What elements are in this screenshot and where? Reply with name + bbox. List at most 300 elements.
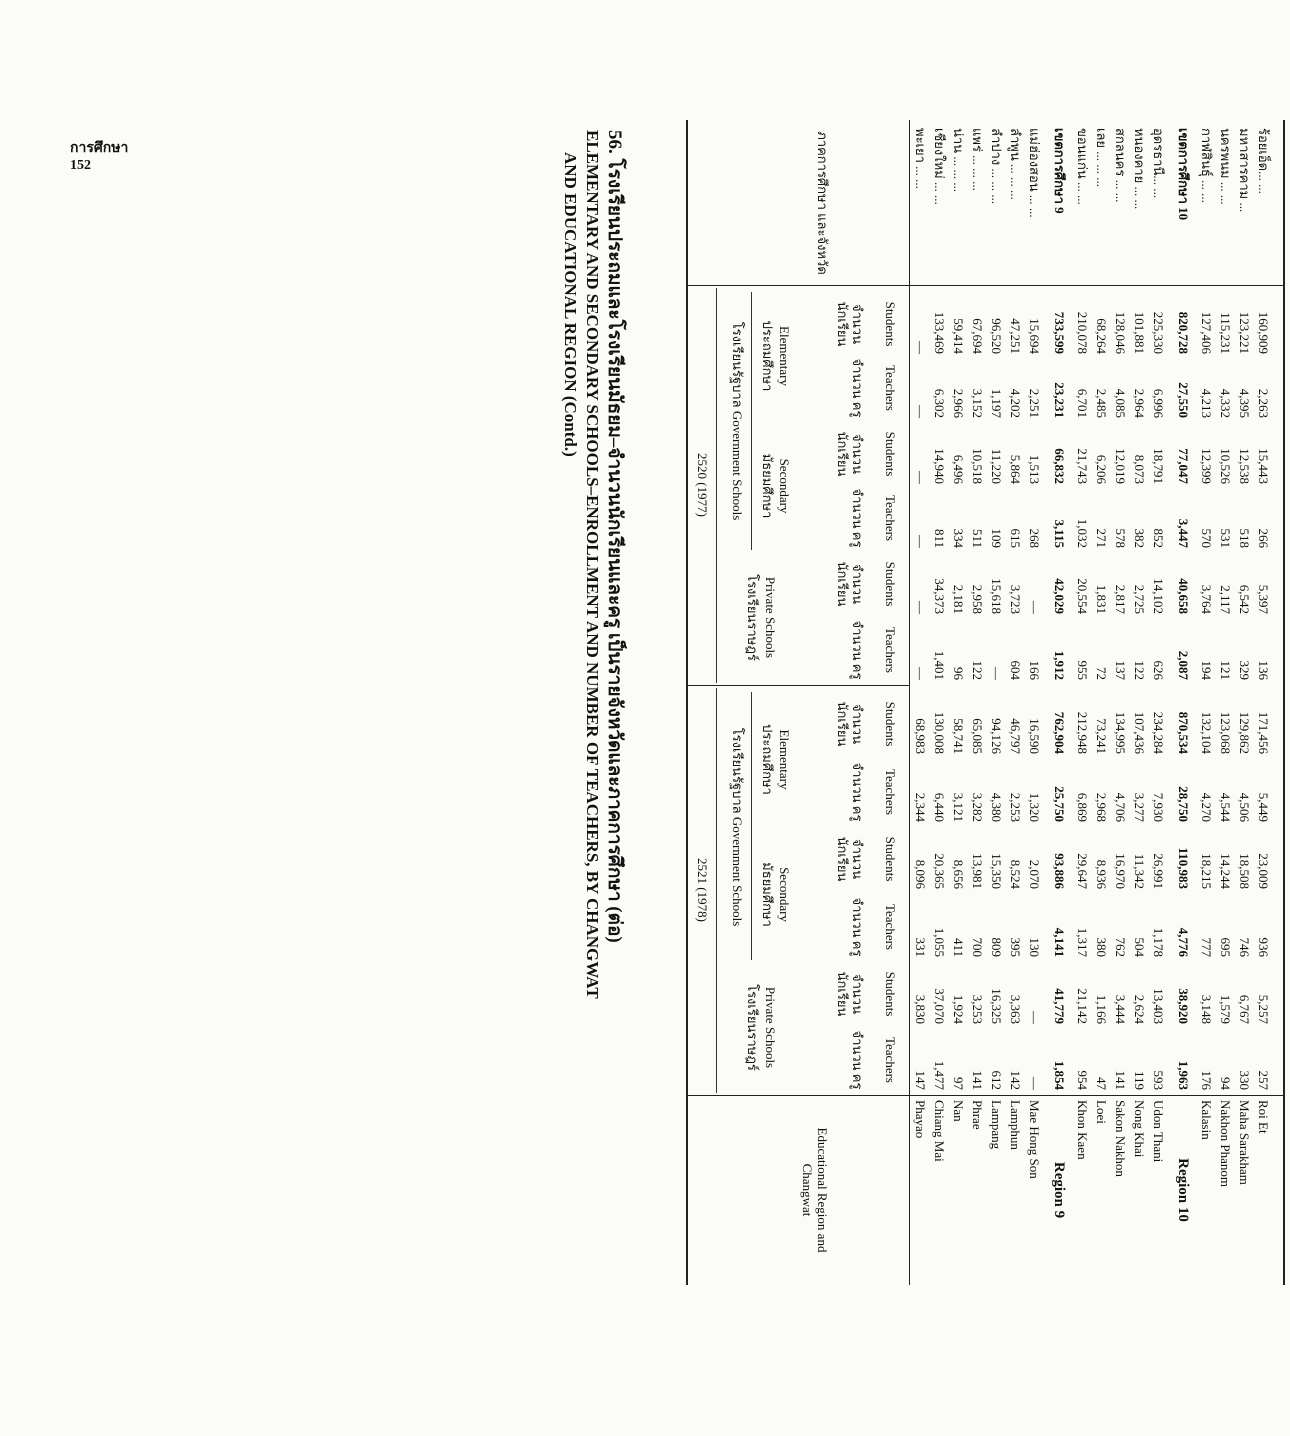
- teachers-value: 4,380: [989, 792, 1004, 822]
- teachers-value: 1,197: [989, 388, 1004, 418]
- students-thai-header: จำนวน นักเรียน: [835, 836, 865, 882]
- teachers-value: 3,121: [951, 792, 966, 822]
- teachers-value: 4,506: [1237, 792, 1252, 822]
- teachers-value: 395: [1008, 937, 1023, 957]
- year-1977-header: 2520 (1977): [695, 453, 710, 517]
- students-value: 762,904: [1052, 711, 1067, 754]
- teachers-value: 136: [1256, 660, 1271, 680]
- students-value: 2,725: [1132, 584, 1147, 614]
- teachers-value: 266: [1256, 528, 1271, 548]
- teachers-value: 578: [1113, 528, 1128, 548]
- students-value: 8,073: [1132, 454, 1147, 484]
- teachers-value: 3,277: [1132, 792, 1147, 822]
- teachers-value: 142: [1008, 1070, 1023, 1090]
- changwat-thai: เขตการศึกษา 9: [1052, 128, 1067, 214]
- teachers-value: 380: [1094, 937, 1109, 957]
- teachers-value: 194: [1199, 660, 1214, 680]
- teachers-value: —: [1027, 1077, 1042, 1090]
- students-value: 34,373: [932, 578, 947, 614]
- teachers-eng-header: Teachers: [883, 903, 898, 950]
- students-value: 1,579: [1218, 994, 1233, 1024]
- students-value: —: [1027, 1011, 1042, 1024]
- students-value: 12,538: [1237, 448, 1252, 484]
- students-value: 15,618: [989, 578, 1004, 614]
- students-value: 47,251: [1008, 318, 1023, 354]
- teachers-value: 1,317: [1075, 927, 1090, 957]
- divider-year: [688, 685, 910, 686]
- teachers-value: 695: [1218, 937, 1233, 957]
- changwat-thai: น่าน ... ... ...: [951, 128, 966, 193]
- teachers-value: 955: [1075, 660, 1090, 680]
- teachers-value: 1,477: [932, 1060, 947, 1090]
- teachers-value: 330: [1237, 1070, 1252, 1090]
- students-value: 870,534: [1176, 711, 1191, 754]
- teachers-eng-header: Teachers: [883, 626, 898, 673]
- students-value: 3,830: [913, 994, 928, 1024]
- rotated-table-page: [550, 120, 1290, 1290]
- teachers-value: 762: [1113, 937, 1128, 957]
- students-value: 3,764: [1199, 584, 1214, 614]
- teachers-value: 3,282: [970, 792, 985, 822]
- students-value: 6,542: [1237, 584, 1252, 614]
- students-value: 38,920: [1176, 988, 1191, 1024]
- teachers-thai-header: จำนวน ครู: [850, 358, 865, 418]
- changwat-eng: Nakhon Phanom: [1218, 1100, 1233, 1188]
- students-value: 101,881: [1132, 311, 1147, 354]
- students-value: 13,981: [970, 853, 985, 889]
- teachers-eng-header: Teachers: [883, 1036, 898, 1083]
- changwat-thai: นครพนม ... ...: [1218, 128, 1233, 205]
- students-eng-header: Students: [883, 971, 898, 1017]
- changwat-thai: สกลนคร ... ...: [1113, 128, 1128, 203]
- region-thai-header: ภาคการศึกษา และจังหวัด: [815, 131, 830, 275]
- teachers-value: 626: [1151, 660, 1166, 680]
- changwat-thai: เขตการศึกษา 10: [1176, 128, 1191, 221]
- teachers-value: 936: [1256, 937, 1271, 957]
- students-value: 110,983: [1176, 847, 1191, 889]
- teachers-value: 700: [970, 937, 985, 957]
- students-value: 46,797: [1008, 718, 1023, 754]
- year1-underline: [716, 288, 717, 683]
- students-value: 18,791: [1151, 448, 1166, 484]
- students-value: 40,658: [1176, 578, 1191, 614]
- students-value: 2,181: [951, 584, 966, 614]
- teachers-value: 2,263: [1256, 388, 1271, 418]
- teachers-value: 615: [1008, 528, 1023, 548]
- teachers-value: 2,968: [1094, 792, 1109, 822]
- private-thai-1977: โรงเรียนราษฎร์: [745, 574, 760, 661]
- teachers-value: 2,485: [1094, 388, 1109, 418]
- changwat-thai: เชียงใหม่ ... ...: [932, 128, 947, 205]
- teachers-value: 2,087: [1176, 650, 1191, 680]
- teachers-value: 811: [932, 528, 947, 548]
- changwat-thai: ขอนแก่น ... ...: [1075, 128, 1090, 205]
- students-value: 16,970: [1113, 853, 1128, 889]
- gov-1978-header: โรงเรียนรัฐบาล Government Schools: [730, 727, 745, 927]
- elementary-thai-1978: ประถมศึกษา: [760, 724, 775, 795]
- teachers-value: 570: [1199, 528, 1214, 548]
- students-value: 6,496: [951, 454, 966, 484]
- students-value: 115,231: [1218, 312, 1233, 354]
- teachers-value: 4,202: [1008, 388, 1023, 418]
- teachers-value: 2,253: [1008, 792, 1023, 822]
- teachers-value: 1,178: [1151, 927, 1166, 957]
- changwat-thai: อุดรธานี... ...: [1151, 128, 1166, 199]
- students-eng-header: Students: [883, 301, 898, 347]
- students-value: 15,443: [1256, 448, 1271, 484]
- students-value: 2,070: [1027, 859, 1042, 889]
- teachers-thai-header: จำนวน ครู: [850, 488, 865, 548]
- teachers-value: —: [913, 535, 928, 548]
- students-eng-header: Students: [883, 431, 898, 477]
- teachers-value: 334: [951, 528, 966, 548]
- changwat-thai: ร้อยเอ็ด... ...: [1256, 128, 1271, 194]
- teachers-value: 6,996: [1151, 388, 1166, 418]
- divider-region-eng: [688, 1095, 1285, 1096]
- students-value: 29,647: [1075, 853, 1090, 889]
- students-value: 160,909: [1256, 311, 1271, 354]
- students-value: —: [1027, 601, 1042, 614]
- students-value: —: [913, 601, 928, 614]
- teachers-value: 6,701: [1075, 388, 1090, 418]
- teachers-thai-header: จำนวน ครู: [850, 897, 865, 957]
- students-eng-header: Students: [883, 836, 898, 882]
- teachers-value: 6,440: [932, 792, 947, 822]
- table-title-english-1: ELEMENTARY AND SECONDARY SCHOOLS–ENROLLMENT AND NUMBER OF TEACHERS, BY CHANGWAT: [583, 130, 602, 999]
- students-eng-header: Students: [883, 561, 898, 607]
- section-name: การศึกษา: [70, 141, 129, 156]
- students-value: 3,444: [1113, 994, 1128, 1024]
- students-value: 26,991: [1151, 853, 1166, 889]
- teachers-value: 25,750: [1052, 786, 1067, 822]
- teachers-value: 777: [1199, 937, 1214, 957]
- changwat-thai: แพร่ ... ... ...: [970, 128, 985, 191]
- page-number: 152: [70, 158, 91, 173]
- teachers-value: 176: [1199, 1070, 1214, 1090]
- students-thai-header: จำนวน นักเรียน: [835, 561, 865, 607]
- students-thai-header: จำนวน นักเรียน: [835, 431, 865, 477]
- students-value: 1,513: [1027, 454, 1042, 484]
- teachers-value: 6,302: [932, 388, 947, 418]
- students-value: 128,046: [1113, 311, 1128, 354]
- changwat-eng: Loei: [1094, 1100, 1109, 1124]
- changwat-thai: มหาสารคาม ...: [1237, 128, 1252, 213]
- students-value: 67,694: [970, 318, 985, 354]
- teachers-value: 3,447: [1176, 518, 1191, 548]
- page-header: [70, 140, 128, 174]
- teachers-value: 604: [1008, 660, 1023, 680]
- students-value: 58,741: [951, 718, 966, 754]
- students-thai-header: จำนวน นักเรียน: [835, 301, 865, 347]
- students-value: 15,350: [989, 853, 1004, 889]
- students-value: 3,148: [1199, 994, 1214, 1024]
- private-eng-1977: Private Schools: [763, 576, 778, 659]
- teachers-value: 122: [970, 660, 985, 680]
- students-thai-header: จำนวน นักเรียน: [835, 971, 865, 1017]
- students-value: 77,047: [1176, 448, 1191, 484]
- students-value: 13,403: [1151, 988, 1166, 1024]
- changwat-eng: Region 10: [1175, 1158, 1191, 1222]
- changwat-eng: Khon Kaen: [1075, 1100, 1090, 1160]
- students-value: 234,284: [1151, 711, 1166, 754]
- students-value: 21,142: [1075, 988, 1090, 1024]
- secondary-eng-1978: Secondary: [777, 867, 792, 922]
- students-value: 8,936: [1094, 859, 1109, 889]
- students-value: 6,767: [1237, 994, 1252, 1024]
- changwat-eng: Lamphun: [1008, 1100, 1023, 1150]
- students-value: 6,206: [1094, 454, 1109, 484]
- teachers-value: 852: [1151, 528, 1166, 548]
- changwat-eng: Phayao: [913, 1100, 928, 1139]
- students-value: —: [913, 471, 928, 484]
- teachers-value: 119: [1132, 1070, 1147, 1090]
- secondary-thai-1977: มัธยมศึกษา: [760, 453, 775, 519]
- students-value: 37,070: [932, 988, 947, 1024]
- changwat-eng: Kalasin: [1199, 1100, 1214, 1140]
- teachers-value: 94: [1218, 1077, 1233, 1090]
- header-bottom-rule: [909, 120, 910, 1285]
- teachers-value: 257: [1256, 1070, 1271, 1090]
- teachers-value: 97: [951, 1077, 966, 1090]
- teachers-value: 2,344: [913, 792, 928, 822]
- teachers-value: 809: [989, 937, 1004, 957]
- teachers-value: 47: [1094, 1077, 1109, 1090]
- students-value: 225,330: [1151, 311, 1166, 354]
- students-value: 94,126: [989, 718, 1004, 754]
- teachers-value: 2,966: [951, 388, 966, 418]
- changwat-eng: Maha Sarakham: [1237, 1100, 1252, 1185]
- title-thai-text: โรงเรียนประถมและโรงเรียนมัธยม–จำนวนนักเรียนและครู เป็นรายจังหวัดและภาคการศึกษา (ต่อ): [604, 158, 625, 943]
- table-title-thai: [600, 130, 630, 943]
- teachers-value: 130: [1027, 937, 1042, 957]
- teachers-value: 23,231: [1052, 382, 1067, 418]
- gov2-underline: [751, 692, 752, 960]
- students-value: 68,983: [913, 718, 928, 754]
- teachers-value: 4,332: [1218, 388, 1233, 418]
- students-value: 18,508: [1237, 853, 1252, 889]
- teachers-value: 1,854: [1052, 1060, 1067, 1090]
- students-value: 12,399: [1199, 448, 1214, 484]
- region-eng-header: Educational Region and Changwat: [800, 1127, 830, 1253]
- students-value: 16,590: [1027, 718, 1042, 754]
- students-value: —: [913, 341, 928, 354]
- changwat-eng: Phrae: [970, 1100, 985, 1130]
- teachers-value: 593: [1151, 1070, 1166, 1090]
- teachers-value: 1,963: [1176, 1060, 1191, 1090]
- teachers-value: 109: [989, 528, 1004, 548]
- year2-underline: [716, 688, 717, 1093]
- changwat-thai: แม่ฮ่องสอน ... ...: [1027, 128, 1042, 218]
- teachers-value: 147: [913, 1070, 928, 1090]
- teachers-value: 6,869: [1075, 792, 1090, 822]
- students-value: 8,656: [951, 859, 966, 889]
- students-value: 1,166: [1094, 994, 1109, 1024]
- students-value: 12,019: [1113, 448, 1128, 484]
- teachers-value: 137: [1113, 660, 1128, 680]
- students-value: 20,365: [932, 853, 947, 889]
- teachers-value: 4,706: [1113, 792, 1128, 822]
- students-value: 2,624: [1132, 994, 1147, 1024]
- teachers-value: 331: [913, 937, 928, 957]
- students-value: 127,406: [1199, 311, 1214, 354]
- changwat-eng: Chiang Mai: [932, 1100, 947, 1162]
- changwat-thai: ลำปาง ... ... ...: [989, 128, 1004, 205]
- students-value: 8,524: [1008, 859, 1023, 889]
- students-value: 65,085: [970, 718, 985, 754]
- students-value: 1,924: [951, 994, 966, 1024]
- students-value: 210,078: [1075, 311, 1090, 354]
- private-thai-1978: โรงเรียนราษฎร์: [745, 984, 760, 1071]
- teachers-value: 72: [1094, 667, 1109, 680]
- changwat-thai: หนองคาย ... ...: [1132, 128, 1147, 210]
- students-value: 132,104: [1199, 711, 1214, 754]
- students-value: 96,520: [989, 318, 1004, 354]
- elementary-eng-1978: Elementary: [777, 729, 792, 790]
- teachers-value: 166: [1027, 660, 1042, 680]
- teachers-value: 141: [970, 1070, 985, 1090]
- teachers-value: 4,395: [1237, 388, 1252, 418]
- changwat-thai: เลย ... ... ...: [1094, 128, 1109, 188]
- table-number: 56.: [604, 130, 625, 154]
- secondary-eng-1977: Secondary: [777, 458, 792, 514]
- teachers-value: 1,055: [932, 927, 947, 957]
- teachers-value: 531: [1218, 528, 1233, 548]
- elementary-thai-1977: ประถมศึกษา: [760, 320, 775, 392]
- students-value: 10,526: [1218, 448, 1233, 484]
- changwat-eng: Roi Et: [1256, 1100, 1271, 1134]
- students-value: 171,456: [1256, 711, 1271, 754]
- teachers-value: —: [913, 405, 928, 418]
- students-value: 733,599: [1052, 311, 1067, 354]
- students-value: 820,728: [1176, 311, 1191, 354]
- students-value: 123,068: [1218, 711, 1233, 754]
- students-value: 14,102: [1151, 578, 1166, 614]
- students-thai-header: จำนวน นักเรียน: [835, 701, 865, 747]
- students-value: 10,518: [970, 448, 985, 484]
- teachers-value: 411: [951, 937, 966, 957]
- year-1978-header: 2521 (1978): [695, 858, 710, 922]
- changwat-eng: Region 9: [1051, 1161, 1067, 1219]
- teachers-value: 746: [1237, 937, 1252, 957]
- teachers-thai-header: จำนวน ครู: [850, 1030, 865, 1090]
- changwat-eng: Mae Hong Son: [1027, 1100, 1042, 1179]
- students-value: 133,469: [932, 311, 947, 354]
- teachers-value: 4,141: [1052, 927, 1067, 957]
- teachers-eng-header: Teachers: [883, 494, 898, 541]
- students-value: 18,215: [1199, 853, 1214, 889]
- changwat-eng: Udon Thani: [1151, 1100, 1166, 1163]
- secondary-thai-1978: มัธยมศึกษา: [760, 862, 775, 927]
- teachers-value: 1,401: [932, 650, 947, 680]
- table-bottom-rule: [1283, 120, 1285, 1285]
- teachers-value: —: [913, 667, 928, 680]
- teachers-value: 121: [1218, 660, 1233, 680]
- teachers-value: 954: [1075, 1070, 1090, 1090]
- students-value: 129,862: [1237, 711, 1252, 754]
- teachers-value: 96: [951, 667, 966, 680]
- students-value: 123,221: [1237, 311, 1252, 354]
- changwat-thai: กาฬสินธุ์ ... ...: [1199, 128, 1214, 203]
- teachers-value: —: [989, 667, 1004, 680]
- students-value: 11,220: [989, 448, 1004, 484]
- changwat-eng: Nong Khai: [1132, 1100, 1147, 1158]
- students-value: 130,008: [932, 711, 947, 754]
- students-value: 42,029: [1052, 578, 1067, 614]
- students-value: 20,554: [1075, 578, 1090, 614]
- teachers-value: 2,964: [1132, 388, 1147, 418]
- students-value: 14,244: [1218, 853, 1233, 889]
- students-value: 14,940: [932, 448, 947, 484]
- students-value: 68,264: [1094, 318, 1109, 354]
- students-value: 21,743: [1075, 448, 1090, 484]
- teachers-value: 511: [970, 528, 985, 548]
- students-value: 2,958: [970, 584, 985, 614]
- students-value: 134,995: [1113, 711, 1128, 754]
- teachers-value: 5,449: [1256, 792, 1271, 822]
- teachers-value: 4,544: [1218, 792, 1233, 822]
- students-value: 93,886: [1052, 853, 1067, 889]
- changwat-eng: Nan: [951, 1100, 966, 1122]
- teachers-value: 4,085: [1113, 388, 1128, 418]
- teachers-value: 122: [1132, 660, 1147, 680]
- students-value: 59,414: [951, 318, 966, 354]
- teachers-value: 268: [1027, 528, 1042, 548]
- table-top-rule: [686, 120, 688, 1285]
- teachers-value: 518: [1237, 528, 1252, 548]
- teachers-value: 1,912: [1052, 650, 1067, 680]
- teachers-thai-header: จำนวน ครู: [850, 620, 865, 680]
- teachers-thai-header: จำนวน ครู: [850, 762, 865, 822]
- students-value: 2,817: [1113, 584, 1128, 614]
- changwat-eng: Lampang: [989, 1100, 1004, 1150]
- teachers-value: 1,032: [1075, 518, 1090, 548]
- divider-region-thai: [688, 285, 1285, 286]
- teachers-value: 504: [1132, 937, 1147, 957]
- students-value: 3,723: [1008, 584, 1023, 614]
- students-value: 212,948: [1075, 711, 1090, 754]
- teachers-eng-header: Teachers: [883, 364, 898, 411]
- teachers-value: 3,115: [1052, 519, 1067, 548]
- gov1-underline: [751, 292, 752, 550]
- teachers-value: 4,270: [1199, 792, 1214, 822]
- students-value: 5,397: [1256, 584, 1271, 614]
- gov-1977-header: โรงเรียนรัฐบาล Government Schools: [730, 321, 745, 521]
- students-value: 2,117: [1218, 585, 1233, 614]
- teachers-value: 28,750: [1176, 786, 1191, 822]
- teachers-value: 27,550: [1176, 382, 1191, 418]
- teachers-value: 2,251: [1027, 388, 1042, 418]
- students-value: 8,096: [913, 859, 928, 889]
- teachers-value: 141: [1113, 1070, 1128, 1090]
- teachers-value: 1,320: [1027, 792, 1042, 822]
- students-value: 107,436: [1132, 711, 1147, 754]
- students-value: 1,831: [1094, 584, 1109, 614]
- teachers-value: 3,152: [970, 388, 985, 418]
- students-value: 15,694: [1027, 318, 1042, 354]
- students-value: 73,241: [1094, 718, 1109, 754]
- changwat-eng: Sakon Nakhon: [1113, 1100, 1128, 1177]
- teachers-eng-header: Teachers: [883, 768, 898, 815]
- elementary-eng-1977: Elementary: [777, 326, 792, 386]
- students-eng-header: Students: [883, 701, 898, 747]
- students-value: 11,342: [1132, 853, 1147, 889]
- teachers-value: 4,213: [1199, 388, 1214, 418]
- teachers-value: 329: [1237, 660, 1252, 680]
- students-value: 23,009: [1256, 853, 1271, 889]
- teachers-value: 4,776: [1176, 927, 1191, 957]
- changwat-thai: พะเยา ... ...: [913, 128, 928, 189]
- students-value: 16,325: [989, 988, 1004, 1024]
